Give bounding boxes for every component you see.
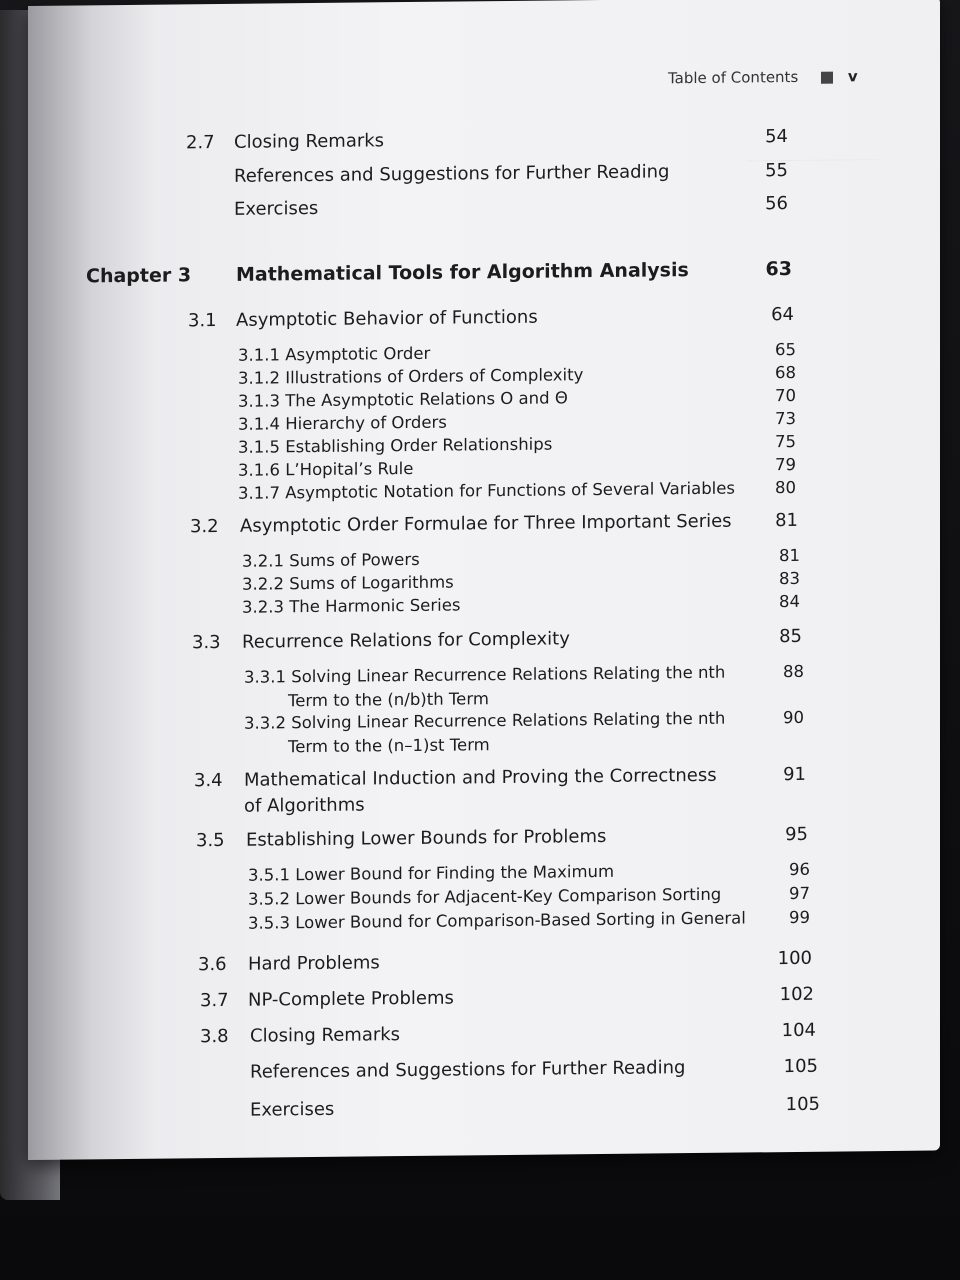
page-number: 55 [765, 160, 788, 182]
section-title: Closing Remarks [234, 130, 385, 153]
section-title: Exercises [234, 197, 319, 220]
section-title: Asymptotic Behavior of Functions [236, 306, 538, 331]
subsection-title: 3.5.1 Lower Bound for Finding the Maximum [248, 861, 615, 885]
section-number: 3.8 [200, 1025, 229, 1048]
page-number: 84 [779, 591, 800, 612]
subsection-title: 3.1.7 Asymptotic Notation for Functions of Several Variables [238, 478, 735, 503]
page-number: 65 [775, 339, 796, 360]
subsection-title-continued: Term to the (n/b)th Term [288, 689, 489, 711]
section-title: Hard Problems [248, 952, 380, 975]
subsection-title: 3.2.1 Sums of Powers [242, 549, 420, 571]
page-number: 96 [789, 859, 810, 880]
section-title: Establishing Lower Bounds for Problems [246, 825, 607, 851]
page-number: 75 [775, 431, 796, 452]
page-number: 85 [779, 625, 802, 648]
header-page-number: v [847, 67, 858, 86]
page-number: 64 [771, 303, 794, 326]
section-title: Mathematical Induction and Proving the Correctness [244, 764, 717, 791]
square-bullet-icon [821, 71, 833, 83]
page-number: 95 [785, 823, 808, 846]
page-number: 81 [779, 545, 800, 566]
section-number: 2.7 [186, 132, 215, 154]
section-title: References and Suggestions for Further Reading [234, 161, 670, 187]
section-title: Asymptotic Order Formulae for Three Important Series [240, 510, 732, 537]
section-number: 3.6 [198, 953, 227, 976]
page-number: 97 [789, 883, 810, 904]
section-title: Exercises [250, 1098, 335, 1121]
subsection-title: 3.1.2 Illustrations of Orders of Complexity [238, 365, 584, 388]
chapter-page-number: 63 [765, 257, 792, 281]
chapter-title: Mathematical Tools for Algorithm Analysis [236, 259, 689, 286]
page-number: 91 [783, 763, 806, 786]
page-number: 79 [775, 454, 796, 475]
section-title: Closing Remarks [250, 1024, 401, 1047]
section-number: 3.7 [200, 989, 229, 1012]
page-number: 88 [783, 661, 804, 682]
subsection-title: 3.1.4 Hierarchy of Orders [238, 412, 447, 434]
subsection-title: 3.3.1 Solving Linear Recurrence Relations Relating the nth [244, 662, 726, 687]
section-number: 3.4 [194, 769, 223, 792]
subsection-title: 3.2.2 Sums of Logarithms [242, 572, 454, 594]
section-title-continued: of Algorithms [244, 794, 365, 817]
page-number: 90 [783, 707, 804, 728]
section-title: NP-Complete Problems [248, 987, 454, 1011]
subsection-title: 3.3.2 Solving Linear Recurrence Relations Relating the nth [244, 708, 726, 733]
subsection-title: 3.1.6 L’Hopital’s Rule [238, 458, 414, 480]
section-number: 3.1 [188, 310, 217, 332]
page-number: 105 [785, 1093, 820, 1116]
page-number: 56 [765, 193, 788, 215]
page-number: 81 [775, 509, 798, 532]
subsection-title: 3.5.3 Lower Bound for Comparison-Based Sorting in General [248, 908, 746, 933]
section-number: 3.3 [192, 631, 221, 654]
subsection-title-continued: Term to the (n–1)st Term [288, 735, 490, 757]
book-page [28, 0, 940, 1160]
running-header [668, 67, 858, 87]
header-text: Table of Contents [668, 67, 799, 88]
subsection-title: 3.1.5 Establishing Order Relationships [238, 434, 553, 457]
section-title: Recurrence Relations for Complexity [242, 628, 570, 653]
page-number: 102 [779, 983, 814, 1006]
page-number: 80 [775, 477, 796, 498]
section-title: References and Suggestions for Further Reading [250, 1057, 686, 1083]
chapter-label: Chapter 3 [86, 264, 192, 288]
page-number: 105 [783, 1055, 818, 1078]
subsection-title: 3.1.3 The Asymptotic Relations O and Θ [238, 388, 568, 411]
subsection-title: 3.1.1 Asymptotic Order [238, 343, 431, 365]
subsection-title: 3.2.3 The Harmonic Series [242, 595, 461, 617]
page-number: 100 [777, 947, 812, 970]
page-number: 54 [765, 126, 788, 148]
page-number: 104 [781, 1019, 816, 1042]
page-number: 99 [789, 907, 810, 928]
page-number: 73 [775, 408, 796, 429]
page-number: 68 [775, 362, 796, 383]
section-number: 3.5 [196, 829, 225, 852]
subsection-title: 3.5.2 Lower Bounds for Adjacent-Key Comparison Sorting [248, 884, 722, 909]
page-number: 70 [775, 385, 796, 406]
page-number: 83 [779, 568, 800, 589]
section-number: 3.2 [190, 516, 219, 538]
